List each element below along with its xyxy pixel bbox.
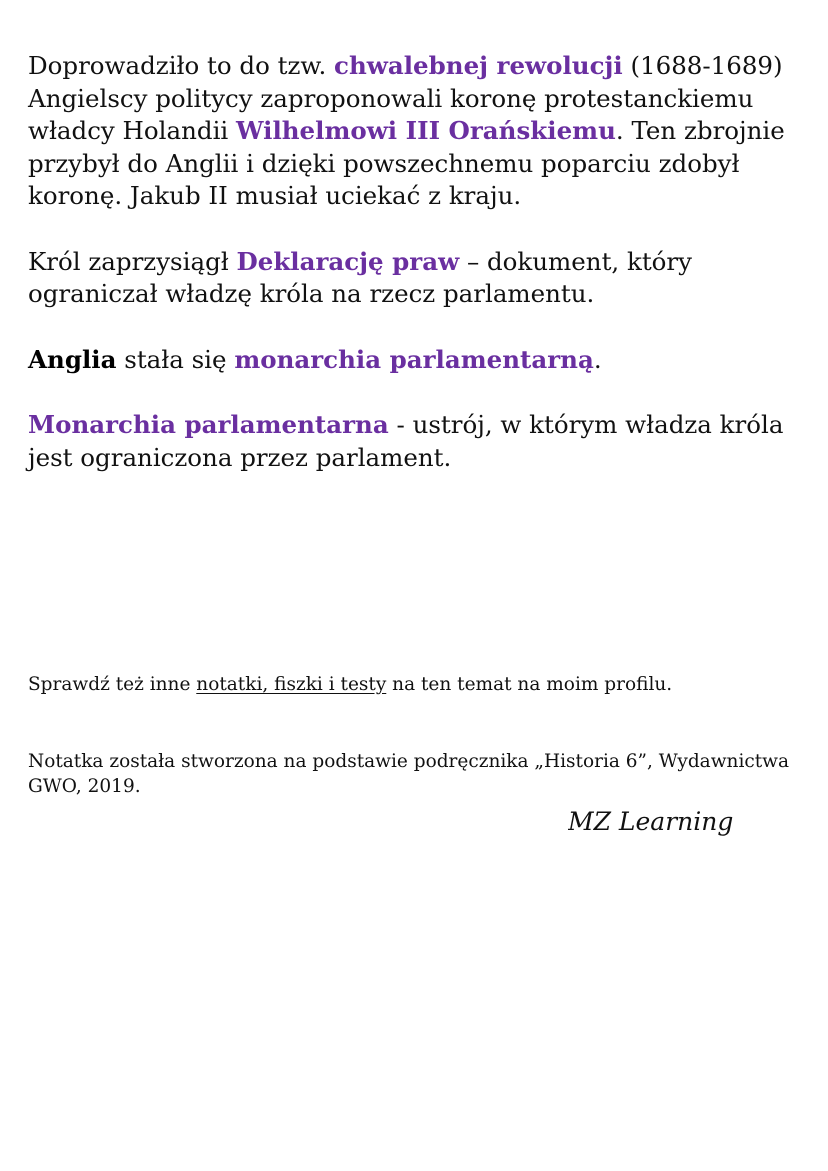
- text-segment: .: [593, 344, 602, 374]
- text-segment: na ten temat na moim profilu.: [386, 674, 673, 695]
- highlight-william-iii: Wilhelmowi III Orańskiemu: [236, 116, 616, 145]
- text-segment: . Ten zbrojnie przybył do Anglii i dzięki powszechnemu poparciu zdobył koronę. Jakub II musiał uciekać z kraju.: [28, 116, 785, 210]
- highlight-glorious-revolution: chwalebnej rewolucji: [334, 51, 623, 80]
- bold-england: Anglia: [28, 344, 117, 374]
- highlight-parliamentary-monarchy: monarchia parlamentarną: [234, 344, 594, 374]
- paragraph-definition: [28, 409, 818, 474]
- text-segment: stała się: [116, 344, 235, 374]
- footer-note-source: Notatka została stworzona na podstawie podręcznika „Historia 6”, Wydawnictwa GWO, 2019.: [28, 751, 790, 797]
- notes-link[interactable]: notatki, fiszki i testy: [196, 674, 387, 695]
- paragraph-bill-of-rights: [28, 246, 818, 311]
- highlight-bill-of-rights: Deklarację praw: [236, 246, 460, 276]
- signature-text: MZ Learning: [568, 807, 734, 836]
- text-segment: Sprawdź też inne: [28, 674, 197, 695]
- text-segment: (1688-1689) Angielscy politycy zaproponowali koronę protestanckiemu władcy Holandii: [28, 51, 783, 145]
- highlight-definition-term: Monarchia parlamentarna: [28, 410, 389, 439]
- footer-note-profile: [28, 672, 818, 697]
- paragraph-england-monarchy: [28, 344, 818, 377]
- text-segment: Doprowadziło to do tzw.: [28, 51, 335, 80]
- paragraph-revolution: [28, 50, 818, 213]
- text-segment: - ustrój, w którym władza króla jest ograniczona przez parlament.: [28, 410, 784, 472]
- text-segment: – dokument, który ograniczał władzę króla na rzecz parlamentu.: [28, 246, 692, 308]
- main-content: [28, 50, 818, 474]
- signature-mz-learning: [568, 800, 768, 850]
- text-segment: Król zaprzysiągł: [28, 246, 237, 276]
